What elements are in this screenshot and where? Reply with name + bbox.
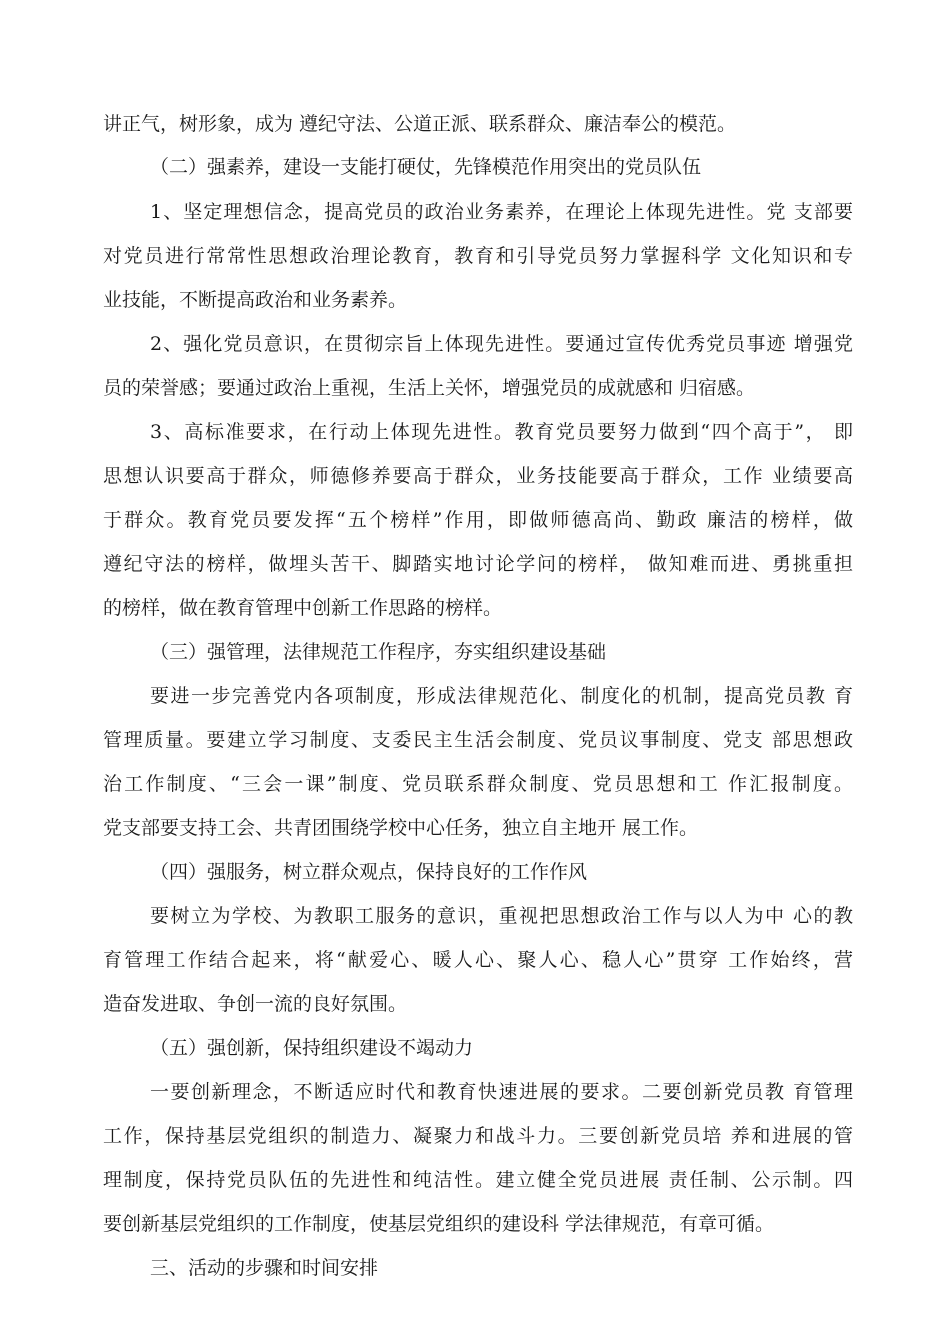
paragraph-5-line-3: 造奋发进取、争创一流的良好氛围。 [103,993,408,1015]
paragraph-4-line-4: 党支部要支持工会、共青团围绕学校中心任务，独立自主地开 展工作。 [103,817,699,839]
paragraph-1-line-2: 对党员进行常常性思想政治理论教育，教育和引导党员努力掌握科学 文化知识和专 [103,245,853,267]
section-heading-three: 三、活动的步骤和时间安排 [150,1257,379,1279]
paragraph-5-line-2: 育管理工作结合起来，将“献爱心、暖人心、聚人心、稳人心”贯穿 工作始终，营 [103,949,853,971]
paragraph-6-line-4: 要创新基层党组织的工作制度，使基层党组织的建设科 学法律规范，有章可循。 [103,1213,775,1235]
section-heading-5: （五）强创新，保持组织建设不竭动力 [150,1037,474,1059]
section-heading-3: （三）强管理，法律规范工作程序，夯实组织建设基础 [150,641,607,663]
paragraph-3-line-4: 遵纪守法的榜样，做埋头苦干、脚踏实地讨论学问的榜样， 做知难而进、勇挑重担 [103,553,853,575]
paragraph-4-line-3: 治工作制度、“三会一课”制度、党员联系群众制度、党员思想和工 作汇报制度。 [103,773,853,795]
section-heading-2: （二）强素养，建设一支能打硬仗，先锋模范作用突出的党员队伍 [150,156,702,178]
paragraph-3-line-3: 于群众。教育党员要发挥“五个榜样”作用，即做师德高尚、勤政 廉洁的榜样，做 [103,509,853,531]
paragraph-6-line-3: 理制度，保持党员队伍的先进性和纯洁性。建立健全党员进展 责任制、公示制。四 [103,1169,853,1191]
paragraph-6-line-1: 一要创新理念，不断适应时代和教育快速进展的要求。二要创新党员教 育管理 [150,1081,853,1103]
section-heading-4: （四）强服务，树立群众观点，保持良好的工作作风 [150,861,588,883]
body-line-1: 讲正气，树形象，成为 遵纪守法、公道正派、联系群众、廉洁奉公的模范。 [103,113,737,135]
paragraph-4-line-1: 要进一步完善党内各项制度，形成法律规范化、制度化的机制，提高党员教 育 [150,685,853,707]
paragraph-3-line-2: 思想认识要高于群众，师德修养要高于群众，业务技能要高于群众，工作 业绩要高 [103,465,853,487]
paragraph-1-line-3: 业技能，不断提高政治和业务素养。 [103,289,408,311]
paragraph-2-line-1: 2、强化党员意识，在贯彻宗旨上体现先进性。要通过宣传优秀党员事迹 增强党 [150,333,853,355]
paragraph-3-line-1: 3、高标准要求，在行动上体现先进性。教育党员要努力做到“四个高于”， 即 [150,421,853,443]
paragraph-3-line-5: 的榜样，做在教育管理中创新工作思路的榜样。 [103,597,503,619]
paragraph-1-line-1: 1、坚定理想信念，提高党员的政治业务素养，在理论上体现先进性。党 支部要 [150,201,853,223]
paragraph-6-line-2: 工作，保持基层党组织的制造力、凝聚力和战斗力。三要创新党员培 养和进展的管 [103,1125,853,1147]
paragraph-5-line-1: 要树立为学校、为教职工服务的意识，重视把思想政治工作与以人为中 心的教 [150,905,853,927]
paragraph-2-line-2: 员的荣誉感；要通过政治上重视，生活上关怀，增强党员的成就感和 归宿感。 [103,377,756,399]
paragraph-4-line-2: 管理质量。要建立学习制度、支委民主生活会制度、党员议事制度、党支 部思想政 [103,729,853,751]
